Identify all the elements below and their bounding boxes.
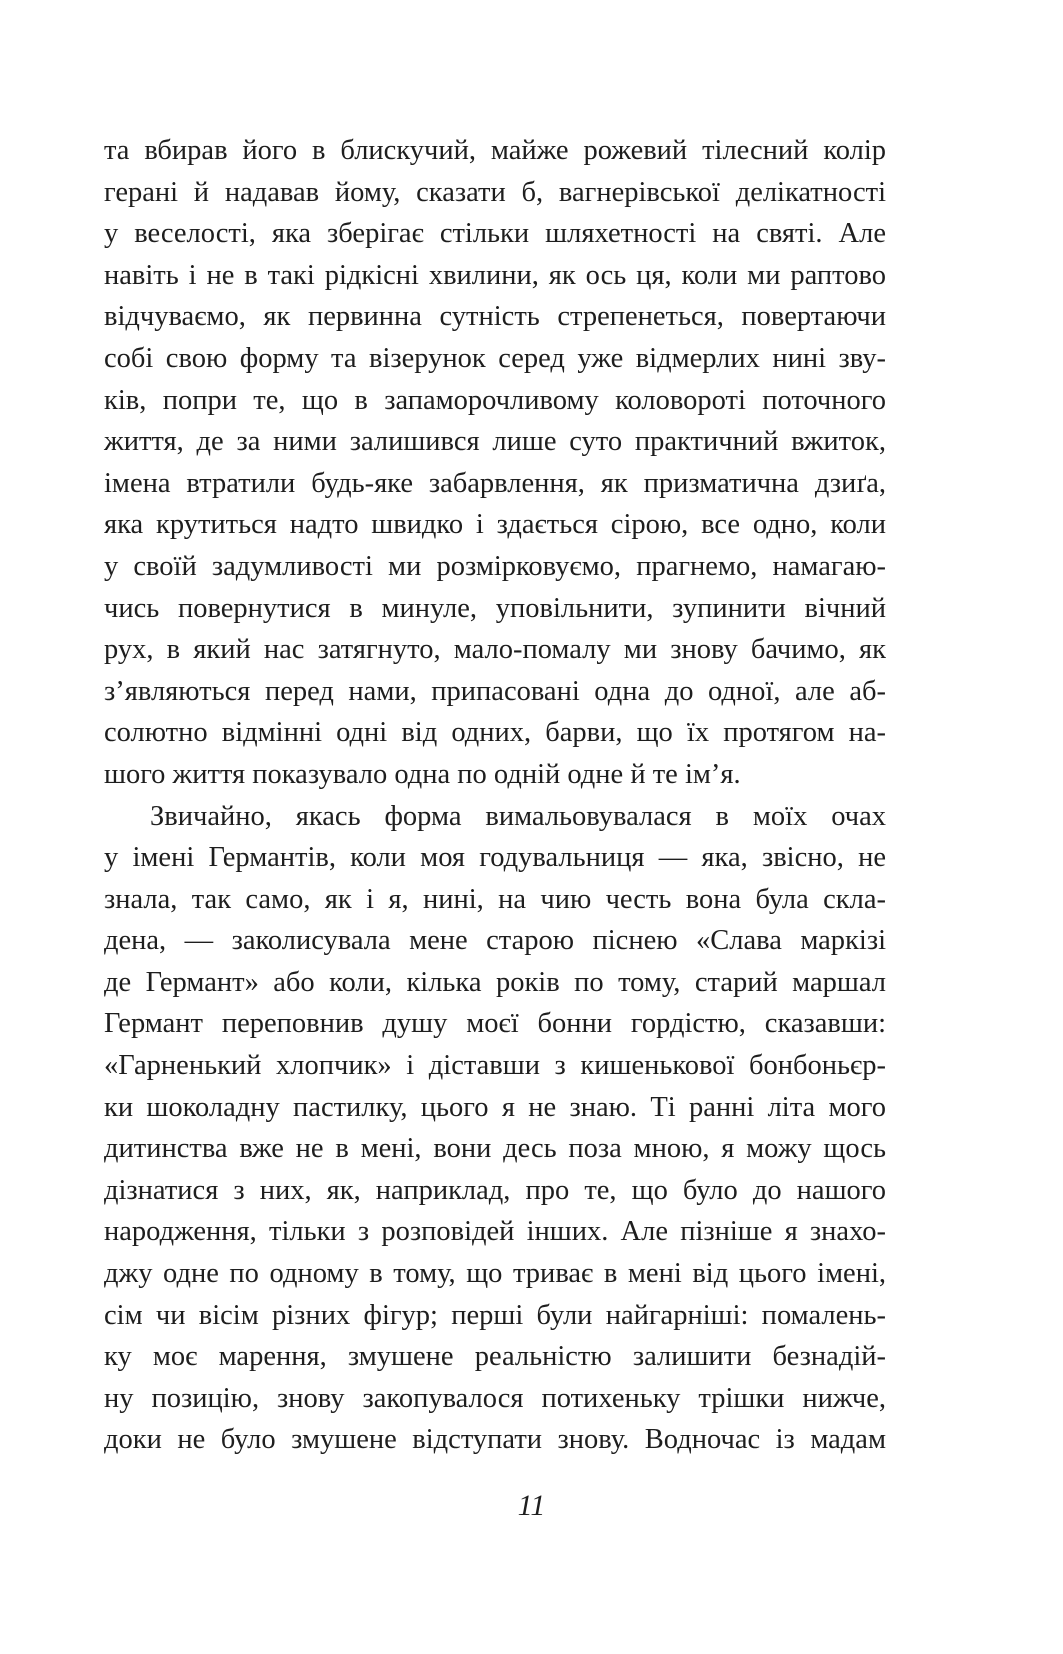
- text-line: яка крутиться надто швидко і здається сірою, все одно, коли: [104, 509, 886, 541]
- body-text: [104, 130, 886, 1461]
- paragraph: [104, 130, 886, 796]
- text-line: солютно відмінні одні від одних, барви, що їх протягом на-: [104, 717, 886, 749]
- text-line: ку моє марення, змушене реальністю залишити безнадій-: [104, 1341, 886, 1373]
- paragraph: [104, 796, 886, 1462]
- text-line: ну позицію, знову закопувалося потихеньку трішки нижче,: [104, 1382, 886, 1414]
- text-line: шого життя показувало одна по одній одне й те ім’я.: [104, 758, 741, 790]
- text-line: у своїй задумливості ми розмірковуємо, прагнемо, намагаю-: [104, 550, 886, 582]
- text-line: з’являються перед нами, припасовані одна до одної, але аб-: [104, 675, 886, 707]
- text-line: та вбирав його в блискучий, майже рожевий тілесний колір: [104, 135, 886, 166]
- text-line: ки шоколадну пастилку, цього я не знаю. Ті ранні літа мого: [104, 1091, 886, 1123]
- text-line: знала, так само, як і я, нині, на чию честь вона була скла-: [104, 883, 886, 915]
- text-line: ків, попри те, що в запаморочливому коловороті поточного: [104, 384, 886, 416]
- text-line: собі свою форму та візерунок серед уже відмерлих нині зву-: [104, 342, 886, 374]
- text-line: рух, в який нас затягнуто, мало-помалу ми знову бачимо, як: [104, 634, 886, 666]
- text-line: чись повернутися в минуле, уповільнити, зупинити вічний: [104, 592, 886, 624]
- text-line: доки не було змушене відступати знову. Водночас із мадам: [104, 1424, 886, 1456]
- text-line: відчуваємо, як первинна сутність стрепенеться, повертаючи: [104, 301, 886, 333]
- text-line: у імені Германтів, коли моя годувальниця — яка, звісно, не: [104, 842, 886, 874]
- text-line: у веселості, яка зберігає стільки шляхетності на святі. Але: [104, 218, 886, 250]
- text-line: сім чи вісім різних фігур; перші були найгарніші: помалень-: [104, 1299, 886, 1331]
- text-line: «Гарненький хлопчик» і діставши з кишенькової бонбоньєр-: [104, 1050, 886, 1082]
- text-line: де Германт» або коли, кілька років по тому, старий маршал: [104, 966, 886, 998]
- text-line: герані й надавав йому, сказати б, вагнерівської делікатності: [104, 176, 886, 208]
- page-number: 11: [517, 1489, 546, 1522]
- text-line: народження, тільки з розповідей інших. Але пізніше я знахо-: [104, 1216, 886, 1248]
- text-line: Германт переповнив душу моєї бонни гордістю, сказавши:: [104, 1008, 886, 1040]
- text-line: імена втратили будь-яке забарвлення, як призматична дзиґа,: [104, 467, 886, 499]
- text-line: Звичайно, якась форма вимальовувалася в моїх очах: [150, 800, 886, 832]
- text-line: джу одне по одному в тому, що триває в мені від цього імені,: [104, 1258, 886, 1290]
- text-line: життя, де за ними залишився лише суто практичний вжиток,: [104, 426, 886, 458]
- text-line: дитинства вже не в мені, вони десь поза мною, я можу щось: [104, 1133, 886, 1165]
- text-line: навіть і не в такі рідкісні хвилини, як ось ця, коли ми раптово: [104, 259, 886, 291]
- text-line: дізнатися з них, як, наприклад, про те, що було до нашого: [104, 1174, 886, 1206]
- text-line: дена, — заколисувала мене старою піснею «Слава маркізі: [104, 925, 886, 957]
